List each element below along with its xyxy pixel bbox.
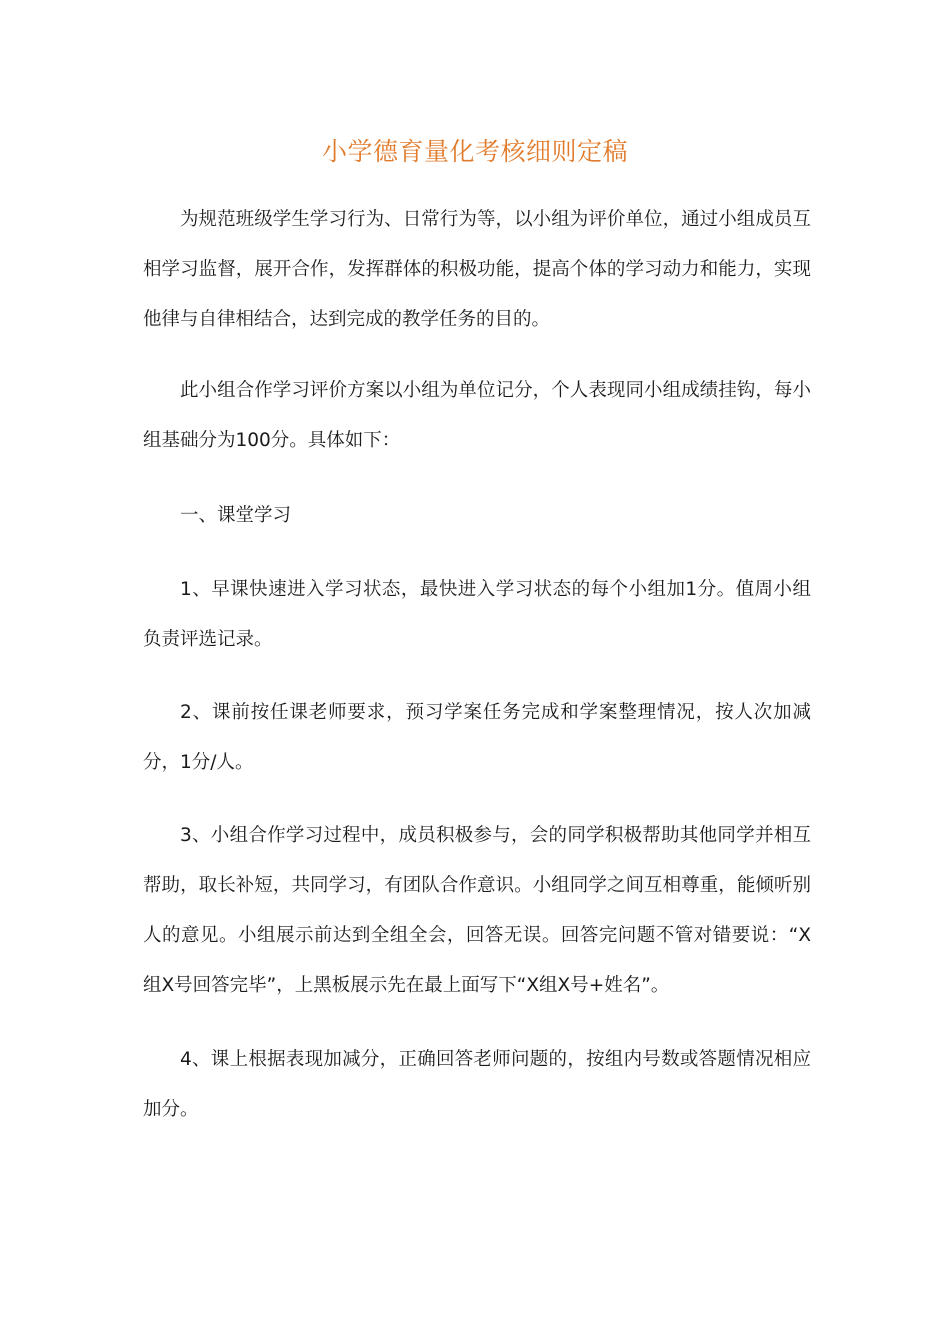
paragraph-scoring: 此小组合作学习评价方案以小组为单位记分，个人表现同小组成绩挂钩，每小组基础分为100分。具体如下： [143, 380, 811, 451]
rule-item-2: 2、课前按任课老师要求，预习学案任务完成和学案整理情况，按人次加减分，1分/人。 [143, 702, 811, 773]
section-heading-classroom: 一、课堂学习 [180, 505, 292, 526]
rule-item-4: 4、课上根据表现加减分，正确回答老师问题的，按组内号数或答题情况相应加分。 [143, 1049, 811, 1120]
paragraph-intro: 为规范班级学生学习行为、日常行为等，以小组为评价单位，通过小组成员互相学习监督，展开合作，发挥群体的积极功能，提高个体的学习动力和能力，实现他律与自律相结合，达到完成的教学任务的目的。 [143, 209, 811, 330]
rule-item-3: 3、小组合作学习过程中，成员积极参与，会的同学积极帮助其他同学并相互帮助，取长补短，共同学习，有团队合作意识。小组同学之间互相尊重，能倾听别人的意见。小组展示前达到全组全会，回答无误。回答完问题不管对错要说：“X组X号回答完毕”，上黑板展示先在最上面写下“X组X号+姓名”。 [143, 825, 811, 996]
document-title: 小学德育量化考核细则定稿 [321, 137, 628, 166]
rule-item-1: 1、早课快速进入学习状态，最快进入学习状态的每个小组加1分。值周小组负责评选记录。 [143, 579, 811, 650]
